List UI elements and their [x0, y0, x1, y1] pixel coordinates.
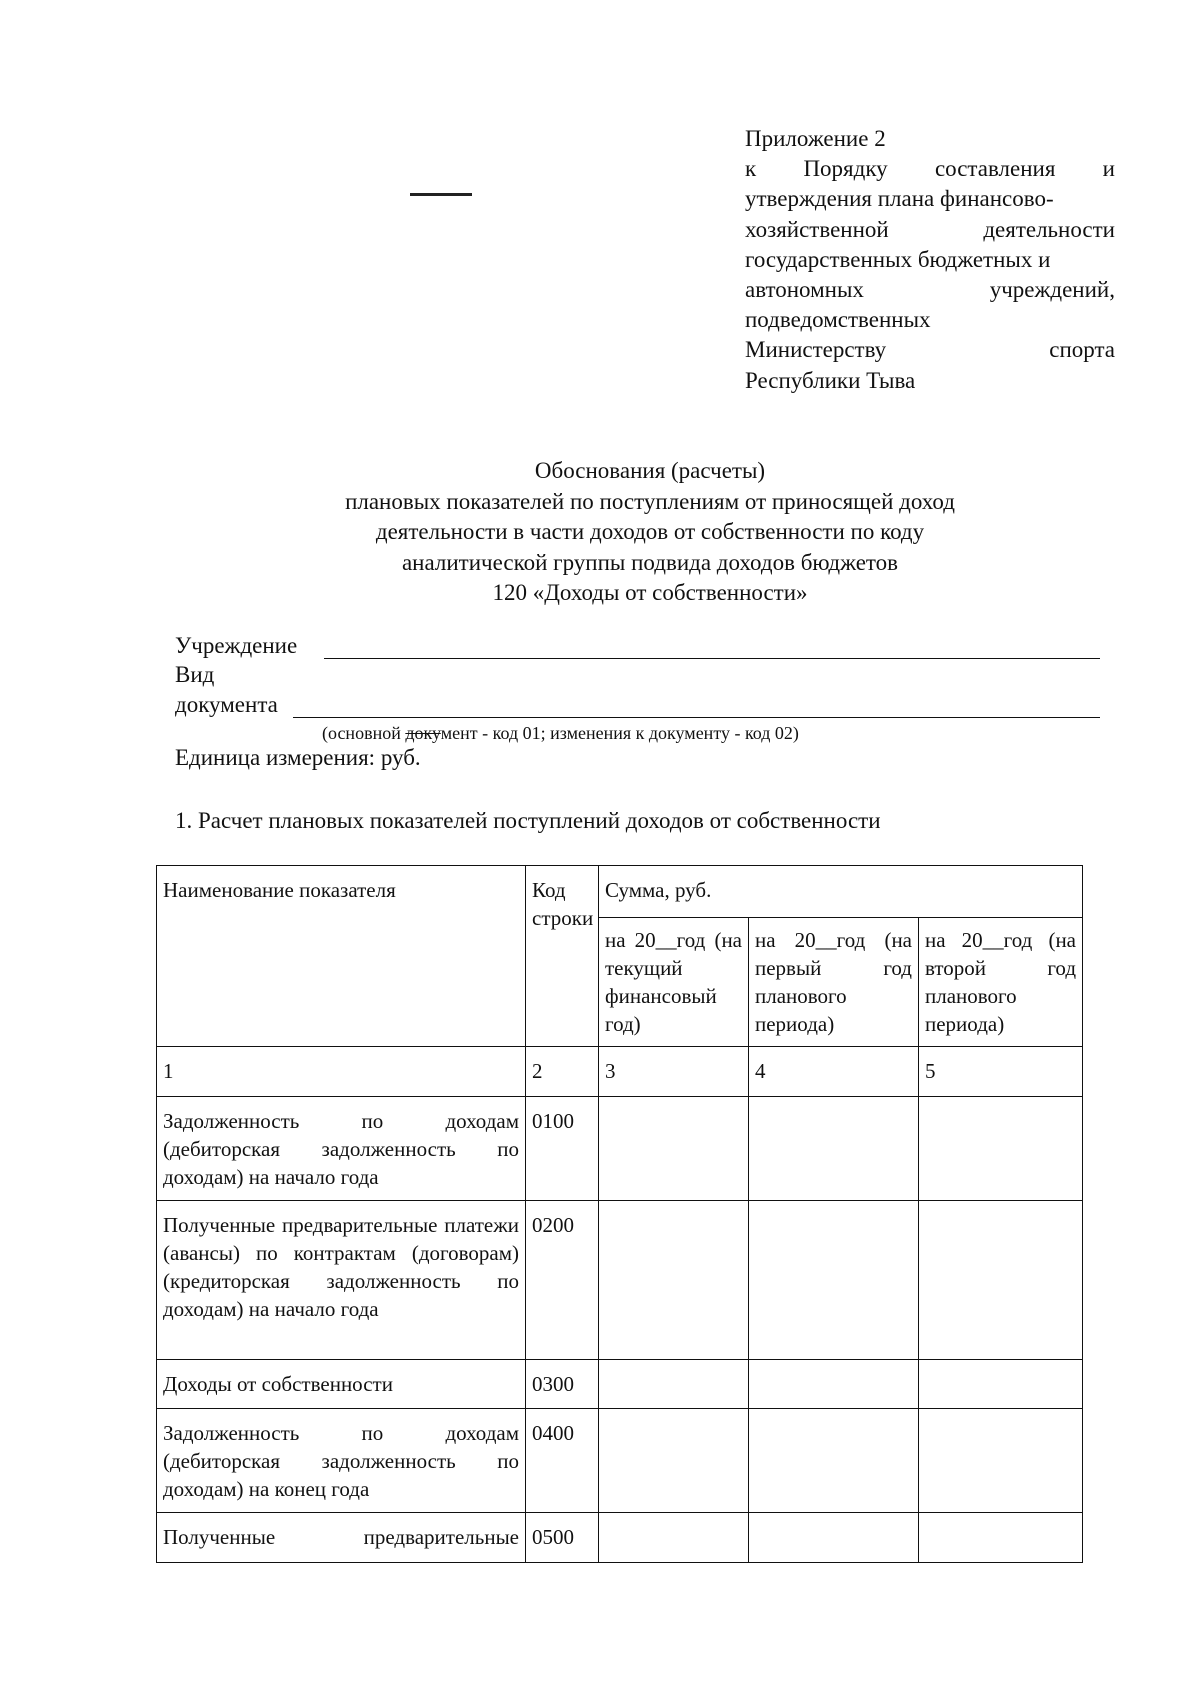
unit-of-measure: Единица измерения: руб. [175, 745, 421, 770]
value-cell[interactable] [749, 1409, 919, 1513]
header-year-current: на 20__год (на текущий финансовый год) [599, 918, 749, 1047]
appendix-line [745, 184, 1115, 214]
doc-type-label-cont: документа [175, 692, 278, 717]
appendix-word: и [1102, 156, 1115, 182]
appendix-word: к [745, 156, 757, 182]
title-line: Обоснования (расчеты) [534, 458, 766, 483]
row-name: Доходы от собственности [157, 1360, 526, 1409]
table-row [157, 1097, 1083, 1201]
title-line: плановых показателей по поступлениям от приносящей доход [345, 488, 955, 514]
value-cell[interactable] [599, 1201, 749, 1360]
value-cell[interactable] [919, 1513, 1083, 1563]
row-name: Задолженность по доходам (дебиторская задолженность по доходам) на начало года [157, 1097, 526, 1201]
appendix-header [745, 124, 1115, 396]
row-code: 0500 [526, 1513, 599, 1563]
appendix-word: автономных [745, 277, 864, 303]
header-sum: Сумма, руб. [599, 866, 1083, 918]
table-row [157, 1201, 1083, 1360]
doc-type-label: Вид [175, 662, 215, 687]
column-number: 4 [749, 1047, 919, 1097]
appendix-line [745, 366, 1115, 396]
appendix-line [745, 245, 1115, 275]
title-line: 120 «Доходы от собственности» [492, 580, 808, 605]
appendix-word: Министерству [745, 337, 887, 363]
doc-type-input-line[interactable] [293, 717, 1100, 718]
column-number: 2 [526, 1047, 599, 1097]
calculation-table [156, 865, 1083, 1563]
doc-type-hint [322, 723, 799, 744]
value-cell[interactable] [749, 1097, 919, 1201]
appendix-line [745, 124, 1115, 154]
value-cell[interactable] [599, 1513, 749, 1563]
title-line: деятельности в части доходов от собственности по коду [375, 519, 925, 544]
appendix-word: подведомственных [745, 307, 931, 333]
header-indicator-name: Наименование показателя [157, 866, 526, 1047]
appendix-word: деятельности [983, 216, 1115, 242]
appendix-word: хозяйственной [745, 216, 889, 242]
table-row [157, 1409, 1083, 1513]
appendix-word: Порядку [803, 156, 888, 182]
hint-part: (основной [322, 723, 406, 743]
section-title: 1. Расчет плановых показателей поступлений доходов от собственности [175, 808, 881, 833]
appendix-word: утверждения плана финансово- [745, 186, 1054, 212]
row-name: Полученные предварительные платежи (авансы) по контрактам (договорам) (кредиторская задолженность по доходам) на начало года [157, 1201, 526, 1360]
row-code: 0200 [526, 1201, 599, 1360]
value-cell[interactable] [919, 1201, 1083, 1360]
column-number: 5 [919, 1047, 1083, 1097]
table-row [157, 1513, 1083, 1563]
appendix-line [745, 154, 1115, 184]
appendix-word: Приложение 2 [745, 126, 886, 151]
scan-mark [410, 193, 472, 196]
row-code: 0400 [526, 1409, 599, 1513]
row-name: Полученные предварительные [157, 1513, 526, 1563]
row-code: 0100 [526, 1097, 599, 1201]
value-cell[interactable] [599, 1097, 749, 1201]
hint-struck-part: доку [405, 723, 441, 743]
column-number: 3 [599, 1047, 749, 1097]
appendix-line [745, 335, 1115, 365]
appendix-word: учреждений, [989, 277, 1115, 303]
value-cell[interactable] [749, 1201, 919, 1360]
appendix-word: спорта [1049, 337, 1115, 363]
table-row [157, 1360, 1083, 1409]
value-cell[interactable] [599, 1360, 749, 1409]
value-cell[interactable] [749, 1360, 919, 1409]
header-year-second-plan: на 20__год (на второй год планового периода) [919, 918, 1083, 1047]
appendix-word: составления [934, 156, 1056, 182]
appendix-line [745, 215, 1115, 245]
row-code: 0300 [526, 1360, 599, 1409]
value-cell[interactable] [919, 1360, 1083, 1409]
appendix-line [745, 275, 1115, 305]
title-line: аналитической группы подвида доходов бюджетов [401, 549, 899, 575]
row-name: Задолженность по доходам (дебиторская задолженность по доходам) на конец года [157, 1409, 526, 1513]
hint-part: мент - код 01; изменения к документу - код 02) [440, 723, 799, 743]
appendix-word: Республики Тыва [745, 367, 916, 393]
value-cell[interactable] [749, 1513, 919, 1563]
institution-input-line[interactable] [324, 658, 1100, 659]
appendix-word: государственных бюджетных и [745, 246, 1051, 272]
column-number: 1 [157, 1047, 526, 1097]
value-cell[interactable] [919, 1409, 1083, 1513]
appendix-line [745, 305, 1115, 335]
value-cell[interactable] [599, 1409, 749, 1513]
header-line-code: Код строки [526, 866, 599, 1047]
institution-label: Учреждение [175, 633, 298, 658]
document-title [200, 456, 1100, 609]
value-cell[interactable] [919, 1097, 1083, 1201]
header-year-first-plan: на 20__год (на первый год планового периода) [749, 918, 919, 1047]
